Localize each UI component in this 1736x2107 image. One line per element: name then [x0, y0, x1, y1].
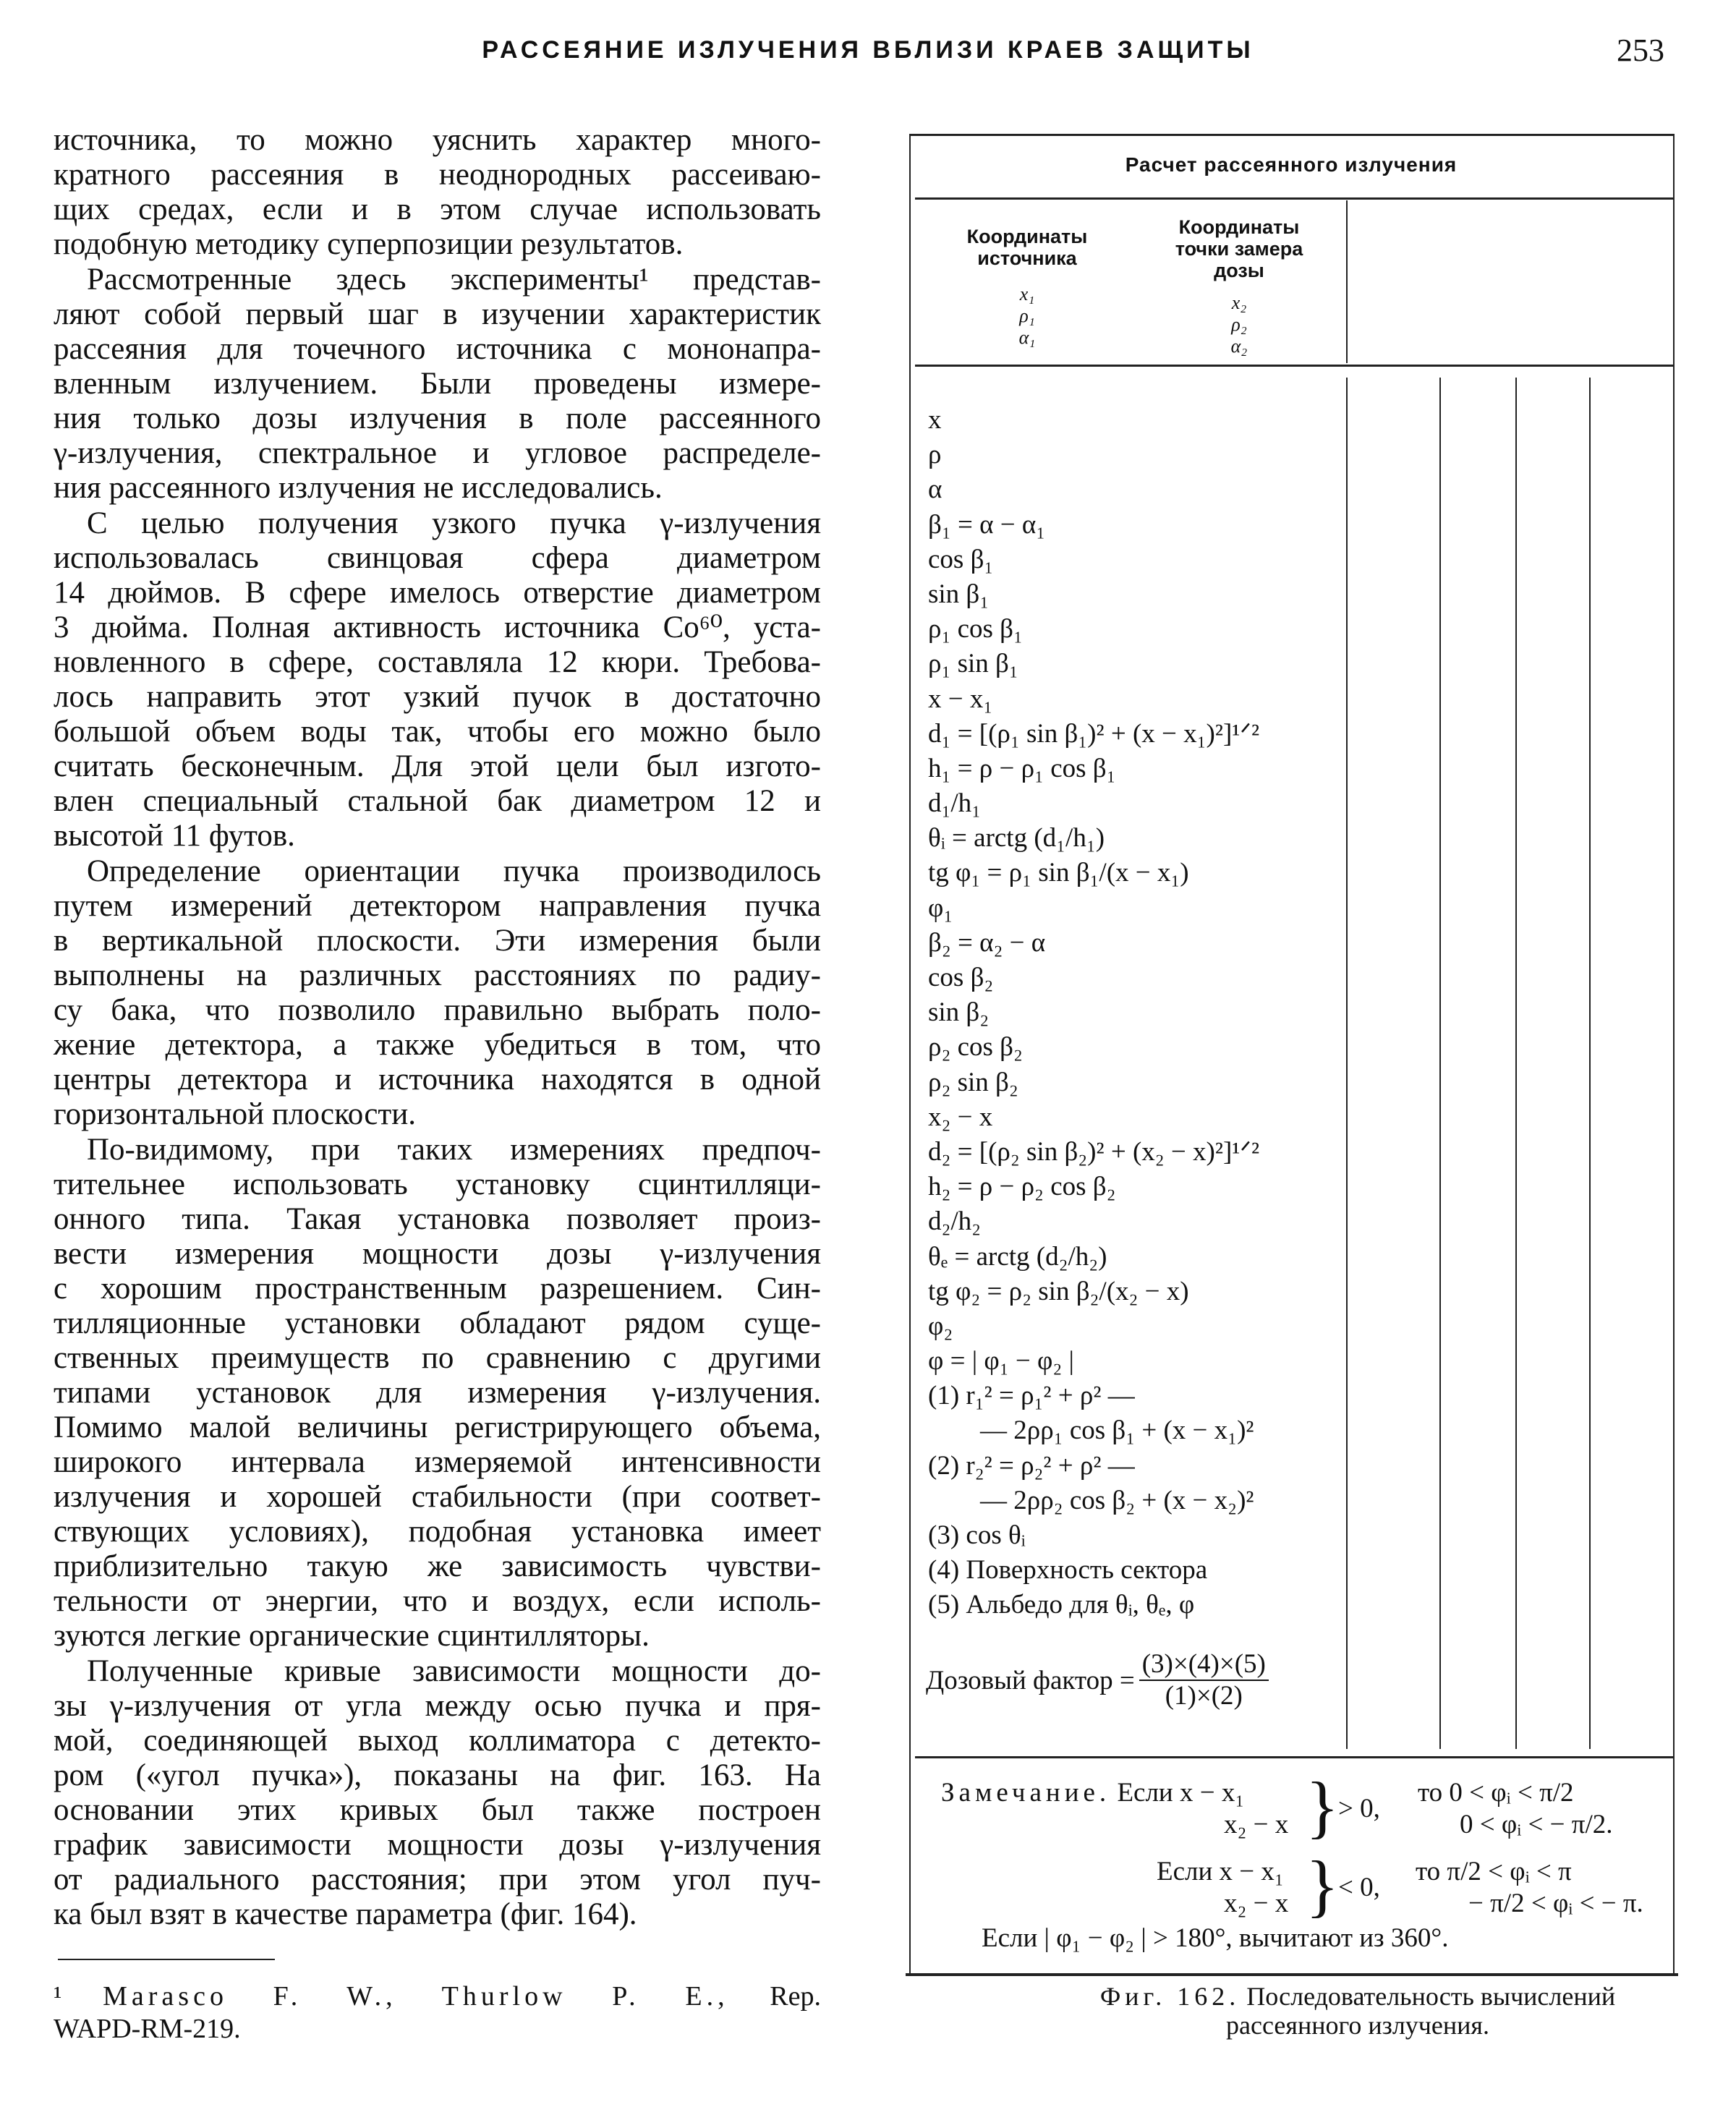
calculation-row: d₁ = [(ρ₁ sin β₁)² + (x − x₁)²]¹ᐟ² [928, 718, 1260, 749]
text-line: новленного в сфере, составляла 12 кюри. Требова- [54, 645, 821, 679]
text-line: влен специальный стальной бак диаметром 12 и [54, 784, 821, 818]
text-line: тельности от энергии, что и воздух, если исполь- [54, 1584, 821, 1618]
calculation-row: ρ₁ sin β₁ [928, 649, 1018, 679]
text-line: ром («угол пучка»), показаны на фиг. 163. На [54, 1758, 821, 1792]
text-line: ка был взят в качестве параметра (фиг. 164). [54, 1897, 637, 1931]
text-line: ственных преимуществ по сравнению с другими [54, 1341, 821, 1375]
calculation-row: θₑ = arctg (d₂/h₂) [928, 1241, 1107, 1272]
text-line: 14 дюймов. В сфере имелось отверстие диаметром [54, 576, 821, 610]
calculation-row: β₁ = α − α₁ [928, 509, 1046, 540]
paragraph [54, 123, 821, 262]
text-line: вести измерения мощности дозы γ-излучения [54, 1237, 821, 1271]
dose-factor-fraction [1139, 1649, 1269, 1711]
point-coords-header [1138, 216, 1340, 281]
text-line: широкого интервала измеряемой интенсивности [54, 1445, 821, 1479]
source-symbols [940, 284, 1114, 349]
brace: } [1306, 1768, 1340, 1845]
calculation-row: sin β₁ [928, 579, 990, 609]
text-line: су бака, что позволило правильно выбрать поло- [54, 993, 821, 1027]
calculation-row: ρ₁ cos β₁ [928, 614, 1023, 644]
text-line: жение детектора, а также убедиться в том, что [54, 1028, 821, 1062]
text-line: основании этих кривых был также построен [54, 1793, 821, 1827]
calculation-row: h₂ = ρ − ρ₂ cos β₂ [928, 1172, 1116, 1202]
remark-if-2-second: x₂ − x [1224, 1889, 1289, 1918]
text-line: от радиального расстояния; при этом угол пуч- [54, 1863, 821, 1897]
text-line: тилляционные установки обладают рядом суще- [54, 1306, 821, 1340]
column-divider [1439, 378, 1441, 1749]
figure-caption [909, 1982, 1736, 2040]
symbol: α₂ [1230, 336, 1248, 357]
text-line: Полученные кривые зависимости мощности до- [87, 1654, 821, 1688]
calculation-row: (3) cos θᵢ [928, 1520, 1026, 1550]
page-number: 253 [1617, 33, 1664, 68]
table-top-rule [909, 134, 1675, 136]
calculation-row: (2) r₂² = ρ₂² + ρ² — [928, 1450, 1135, 1481]
text-line: выполнены на различных расстояниях по радиу- [54, 958, 821, 992]
calculation-row: ρ₂ sin β₂ [928, 1067, 1018, 1097]
calculation-row: sin β₂ [928, 997, 990, 1028]
text-line: горизонтальной плоскости. [54, 1097, 416, 1131]
calculation-row: φ₂ [928, 1311, 953, 1341]
paragraph [54, 263, 821, 506]
dose-factor-label: Дозовый фактор = [926, 1665, 1135, 1695]
calculation-row: α [928, 474, 943, 505]
calculation-row: d₂/h₂ [928, 1206, 982, 1237]
running-title: РАССЕЯНИЕ ИЗЛУЧЕНИЯ ВБЛИЗИ КРАЕВ ЗАЩИТЫ [482, 36, 1254, 64]
text-line: Рассмотренные здесь эксперименты¹ представ- [87, 263, 821, 297]
text-line: Помимо малой величины регистрирующего объема, [54, 1410, 821, 1444]
calculation-row: tg φ₁ = ρ₁ sin β₁/(x − x₁) [928, 858, 1189, 888]
calculation-row: x [928, 405, 942, 435]
calculation-row: cos β₂ [928, 963, 994, 992]
point-symbols [1138, 292, 1340, 357]
column-divider [1515, 378, 1517, 1749]
calculation-row: x − x₁ [928, 684, 993, 714]
calculation-row: (1) r₁² = ρ₁² + ρ² — [928, 1381, 1135, 1411]
paragraph [54, 1654, 821, 1932]
text-line: путем измерений детектором направления пучка [54, 889, 821, 923]
text-line: излучения и хорошей стабильности (при соответ- [54, 1480, 821, 1514]
footnote-ref: Rep. [770, 1981, 822, 2012]
text-line: лось направить этот узкий пучок в достаточно [54, 680, 821, 714]
text-line: кратного рассеяния в неоднородных рассеиваю- [54, 158, 821, 192]
paragraph [54, 854, 821, 1132]
footnote-ref-line2: WAPD-RM-219. [54, 2014, 241, 2044]
column-divider [1346, 200, 1348, 363]
caption-line2: рассеянного излучения. [1226, 2011, 1489, 2040]
text-line: ния только дозы излучения в поле рассеянного [54, 401, 821, 435]
text-line: график зависимости мощности дозы γ-излучения [54, 1828, 821, 1862]
remark-then-2-second: − π/2 < φᵢ < − π. [1468, 1889, 1643, 1918]
denominator: (1)×(2) [1165, 1681, 1243, 1711]
symbol: α₁ [1018, 327, 1036, 348]
text-line: типами установок для измерения γ-излучения. [54, 1376, 821, 1410]
symbol: ρ₂ [1231, 314, 1247, 335]
source-coords-header [940, 226, 1114, 269]
text-line: высотой 11 футов. [54, 819, 295, 853]
table-title: Расчет рассеянного излучения [1125, 153, 1458, 176]
calculation-row: β₂ = α₂ − α [928, 927, 1046, 958]
body-text-column [54, 123, 821, 1933]
remark-if-2: Если x − x₁ [1157, 1857, 1284, 1886]
text-line: вленным излучением. Были проведены измере- [54, 367, 821, 401]
text-line: большой объем воды так, чтобы его можно было [54, 715, 821, 749]
brace: } [1306, 1847, 1340, 1924]
table-right-border [1673, 134, 1675, 1975]
calculation-row: — 2ρρ₂ cos β₂ + (x − x₂)² [980, 1485, 1254, 1515]
header-line: точки замера [1175, 238, 1303, 260]
text-line: γ-излучения, спектральное и угловое распределе- [54, 436, 821, 470]
calculation-row: h₁ = ρ − ρ₁ cos β₁ [928, 753, 1116, 783]
remark-cond-2: < 0, [1338, 1873, 1380, 1902]
text-line: мой, соединяющей выход коллиматора с детекто- [54, 1724, 821, 1758]
remark-then: то 0 < φᵢ < π/2 [1418, 1778, 1574, 1808]
calculation-row: ρ [928, 440, 942, 470]
text-line: приблизительно такую же зависимость чувстви- [54, 1549, 821, 1583]
symbol: x₁ [1019, 284, 1035, 305]
caption-line1: Последовательность вычислений [1246, 1982, 1616, 2011]
dose-factor-formula [926, 1649, 1269, 1711]
calculation-row: d₁/h₁ [928, 788, 982, 819]
footnote-authors: Marasco F. W., Thurlow P. E., [103, 1981, 729, 2012]
symbol: ρ₁ [1019, 305, 1035, 326]
coords-rule [915, 365, 1673, 367]
remark-cond: > 0, [1338, 1794, 1380, 1823]
text-line: ствующих условиях), подобная установка имеет [54, 1515, 821, 1549]
text-line: ляют собой первый шаг в изучении характеристик [54, 297, 821, 331]
table-left-border [909, 134, 911, 1975]
text-line: тительнее использовать установку сцинтилляци- [54, 1167, 821, 1201]
header-line: дозы [1214, 260, 1264, 281]
text-line: По-видимому, при таких измерениях предпоч- [87, 1133, 821, 1167]
header-line: Координаты [966, 226, 1088, 247]
remark-last: Если | φ₁ − φ₂ | > 180°, вычитают из 360°. [982, 1923, 1449, 1953]
calculation-row: tg φ₂ = ρ₂ sin β₂/(x₂ − x) [928, 1276, 1189, 1306]
calculation-row: (4) Поверхность сектора [928, 1555, 1208, 1585]
text-line: Определение ориентации пучка производилось [87, 854, 821, 888]
text-line: онного типа. Такая установка позволяет произ- [54, 1202, 821, 1236]
calculation-row: — 2ρρ₁ cos β₁ + (x − x₁)² [980, 1416, 1254, 1446]
text-line: ния рассеянного излучения не исследовались. [54, 471, 663, 505]
remark-then-2: то π/2 < φᵢ < π [1416, 1857, 1572, 1886]
calculation-steps [928, 403, 1259, 1623]
text-line: щих средах, если и в этом случае использовать [54, 192, 821, 226]
remark-title: Замечание. [941, 1778, 1111, 1808]
calculation-row: φ₁ [928, 893, 953, 923]
header-rule [915, 197, 1673, 200]
text-line: считать бесконечным. Для этой цели был изгото- [54, 749, 821, 783]
calculation-row: cos β₁ [928, 544, 994, 574]
text-line: использовалась свинцовая сфера диаметром [54, 541, 821, 575]
calculation-row: θᵢ = arctg (d₁/h₁) [928, 823, 1105, 854]
text-line: центры детектора и источника находятся в одной [54, 1063, 821, 1097]
caption-label: Фиг. 162. [1099, 1982, 1241, 2011]
paragraph [54, 506, 821, 854]
calculation-row: d₂ = [(ρ₂ sin β₂)² + (x₂ − x)²]¹ᐟ² [928, 1136, 1260, 1167]
text-line: зы γ-излучения от угла между осью пучка и пря- [54, 1689, 821, 1723]
text-line: источника, то можно уяснить характер много- [54, 123, 821, 157]
symbol: x₂ [1231, 292, 1247, 313]
remark-if-second: x₂ − x [1224, 1810, 1289, 1839]
paragraph [54, 1133, 821, 1653]
calculation-row: φ = | φ₁ − φ₂ | [928, 1346, 1074, 1376]
text-line: 3 дюйма. Полная активность источника Co⁶⁰, уста- [54, 610, 821, 644]
remark-if: Если x − x₁ [1117, 1778, 1245, 1808]
calculation-row: (5) Альбедо для θᵢ, θₑ, φ [928, 1590, 1195, 1620]
text-line: с хорошим пространственным разрешением. Син- [54, 1272, 821, 1306]
column-divider [1589, 378, 1591, 1749]
header-line: источника [977, 247, 1077, 269]
remark-rule [915, 1756, 1673, 1758]
text-line: подобную методику суперпозиции результатов. [54, 227, 684, 261]
text-line: С целью получения узкого пучка γ-излучения [87, 506, 821, 540]
remark-then-second: 0 < φᵢ < − π/2. [1460, 1810, 1613, 1839]
footnote [54, 1979, 821, 2044]
calculation-row: ρ₂ cos β₂ [928, 1032, 1023, 1063]
remark-line-1 [941, 1777, 1244, 1809]
numerator: (3)×(4)×(5) [1139, 1649, 1269, 1681]
text-line: рассеяния для точечного источника с мононапра- [54, 332, 821, 366]
calculation-row: x₂ − x [928, 1102, 993, 1132]
header-line: Координаты [1178, 216, 1300, 238]
text-line: зуются легкие органические сцинтилляторы. [54, 1619, 650, 1653]
table-bottom-rule [906, 1973, 1678, 1976]
footnote-marker: ¹ [54, 1981, 62, 2012]
footnote-divider [58, 1959, 275, 1960]
column-divider [1346, 378, 1348, 1749]
text-line: в вертикальной плоскости. Эти измерения были [54, 924, 821, 958]
